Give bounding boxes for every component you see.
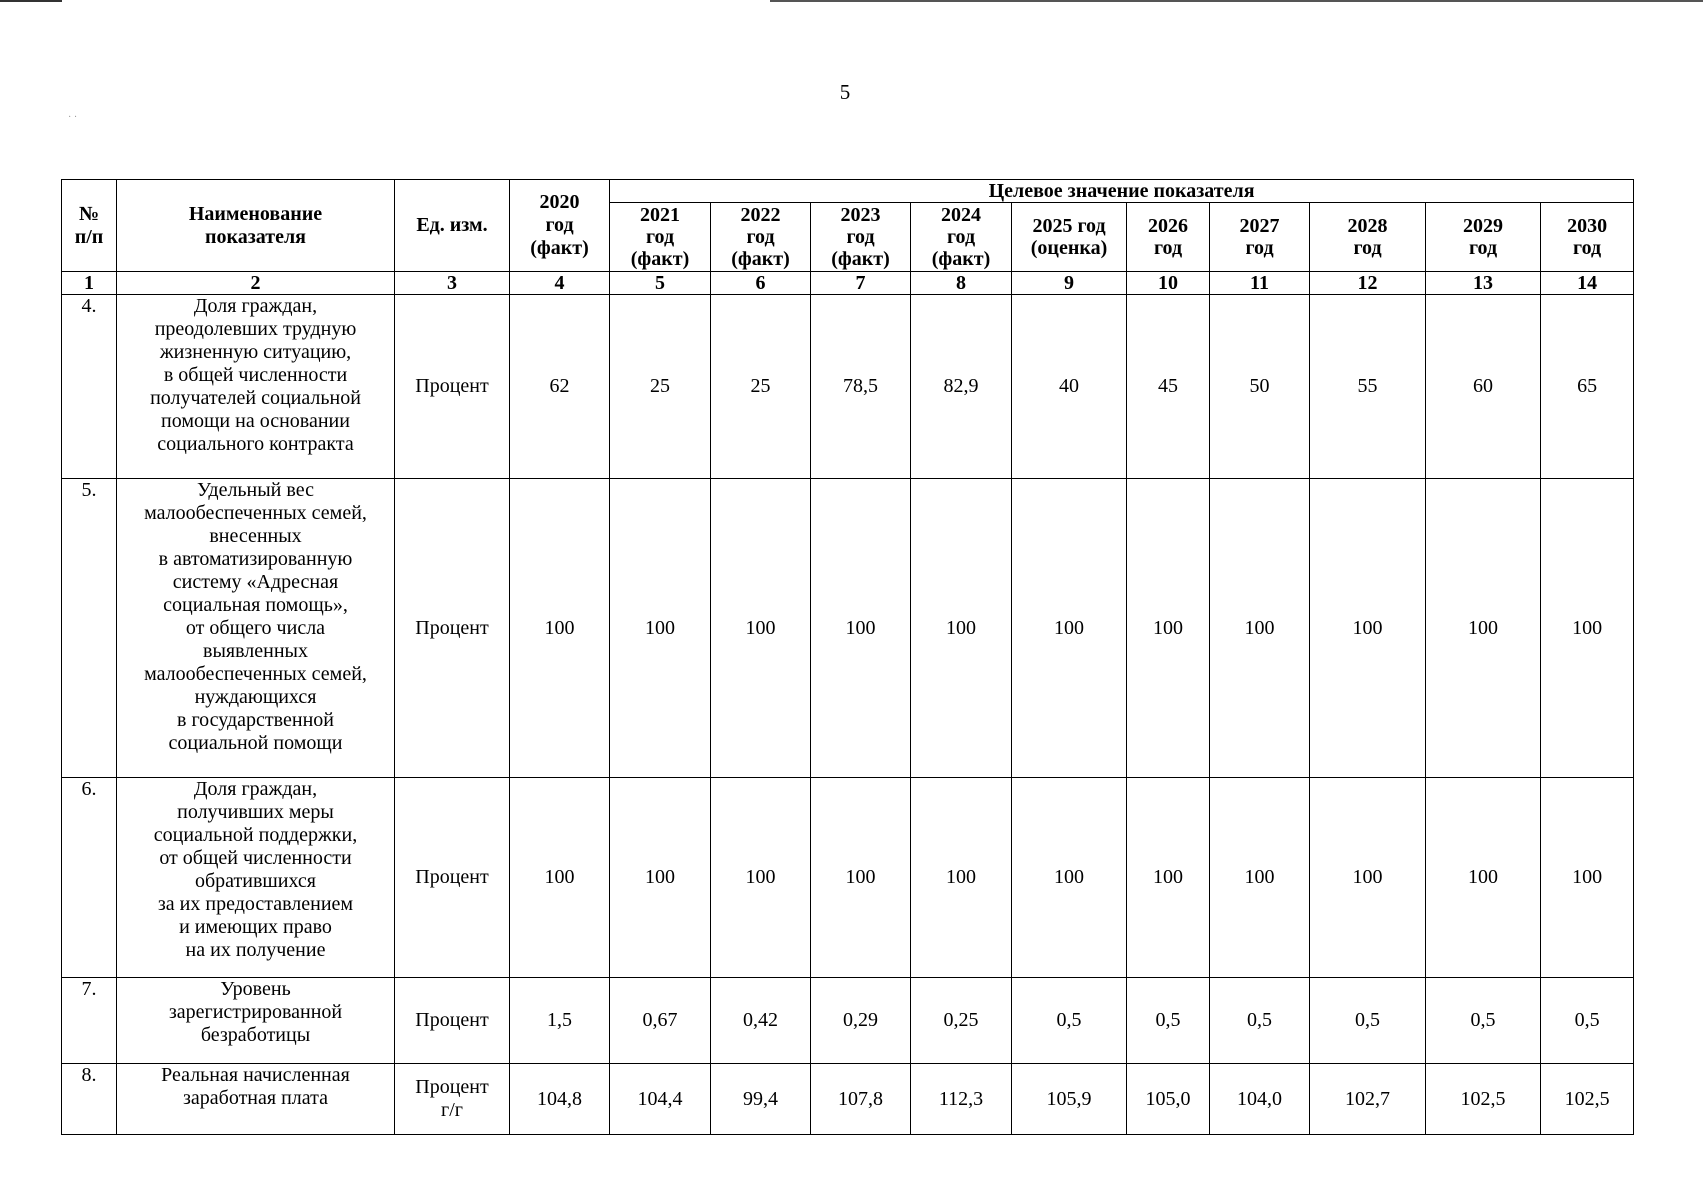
value-cell: 100 [610,778,711,978]
page-number: 5 [839,80,851,104]
column-number: 3 [395,272,510,295]
value-cell: 65 [1541,295,1634,479]
header-year: 2028 год [1310,203,1426,272]
indicator-name: Доля граждан, получивших меры социальной поддержки, от общей численности обратившихся за их предоставлением и имеющих право на их получение [117,778,395,978]
value-cell: 0,5 [1210,978,1310,1064]
value-cell: 50 [1210,295,1310,479]
value-cell: 0,5 [1012,978,1127,1064]
header-base-year: 2020 год (факт) [510,180,610,272]
unit-cell: Процент [395,295,510,479]
value-cell: 0,25 [911,978,1012,1064]
value-cell: 60 [1426,295,1541,479]
column-number: 6 [711,272,811,295]
header-name: Наименование показателя [117,180,395,272]
value-cell: 104,0 [1210,1064,1310,1135]
value-cell: 25 [610,295,711,479]
row-number: 6. [62,778,117,978]
value-cell: 100 [1310,479,1426,778]
row-number: 4. [62,295,117,479]
header-year: 2026 год [1127,203,1210,272]
value-cell: 100 [1012,778,1127,978]
table-row [62,978,1634,1064]
header-year: 2022 год (факт) [711,203,811,272]
header-year: 2024 год (факт) [911,203,1012,272]
value-cell: 0,42 [711,978,811,1064]
value-cell: 100 [811,479,911,778]
value-cell: 45 [1127,295,1210,479]
indicator-name: Уровень зарегистрированной безработицы [117,978,395,1064]
value-cell: 100 [1541,778,1634,978]
header-row-column-numbers [62,272,1634,295]
table-row [62,778,1634,978]
indicators-table [61,179,1634,1135]
header-num: № п/п [62,180,117,272]
value-cell: 100 [1426,778,1541,978]
value-cell: 100 [1127,778,1210,978]
value-cell: 100 [1127,479,1210,778]
column-number: 10 [1127,272,1210,295]
value-cell: 102,5 [1426,1064,1541,1135]
column-number: 7 [811,272,911,295]
column-number: 13 [1426,272,1541,295]
header-year: 2025 год (оценка) [1012,203,1127,272]
value-cell: 112,3 [911,1064,1012,1135]
value-cell: 100 [1210,479,1310,778]
column-number: 12 [1310,272,1426,295]
value-cell: 102,7 [1310,1064,1426,1135]
value-cell: 107,8 [811,1064,911,1135]
unit-cell: Процент [395,978,510,1064]
unit-cell: Процент [395,479,510,778]
table-row [62,479,1634,778]
header-year: 2027 год [1210,203,1310,272]
table-row [62,295,1634,479]
column-number: 9 [1012,272,1127,295]
column-number: 8 [911,272,1012,295]
scan-edge-line-left [0,0,62,2]
column-number: 4 [510,272,610,295]
value-cell: 100 [1210,778,1310,978]
value-cell: 82,9 [911,295,1012,479]
value-cell: 0,5 [1310,978,1426,1064]
value-cell: 100 [510,778,610,978]
value-cell: 0,5 [1541,978,1634,1064]
header-year: 2023 год (факт) [811,203,911,272]
value-cell: 105,9 [1012,1064,1127,1135]
value-cell: 100 [1310,778,1426,978]
value-cell: 100 [811,778,911,978]
row-number: 5. [62,479,117,778]
column-number: 5 [610,272,711,295]
unit-cell: Процент [395,778,510,978]
value-cell: 0,67 [610,978,711,1064]
value-cell: 0,29 [811,978,911,1064]
value-cell: 40 [1012,295,1127,479]
value-cell: 0,5 [1127,978,1210,1064]
value-cell: 0,5 [1426,978,1541,1064]
value-cell: 100 [711,778,811,978]
table-row [62,1064,1634,1135]
row-number: 7. [62,978,117,1064]
column-number: 14 [1541,272,1634,295]
value-cell: 105,0 [1127,1064,1210,1135]
value-cell: 100 [711,479,811,778]
indicator-name: Доля граждан, преодолевших трудную жизненную ситуацию, в общей численности получателей социальной помощи на основании социального контракта [117,295,395,479]
value-cell: 100 [1541,479,1634,778]
header-year: 2029 год [1426,203,1541,272]
header-year: 2030 год [1541,203,1634,272]
unit-cell: Процент г/г [395,1064,510,1135]
header-row-top [62,180,1634,203]
value-cell: 78,5 [811,295,911,479]
column-number: 11 [1210,272,1310,295]
indicator-name: Удельный вес малообеспеченных семей, внесенных в автоматизированную систему «Адресная социальная помощь», от общего числа выявленных малообеспеченных семей, нуждающихся в государственной социальной помощи [117,479,395,778]
value-cell: 1,5 [510,978,610,1064]
value-cell: 100 [1426,479,1541,778]
header-year: 2021 год (факт) [610,203,711,272]
value-cell: 99,4 [711,1064,811,1135]
scan-speck: · · [68,112,78,123]
scan-edge-line-right [770,0,1703,2]
value-cell: 102,5 [1541,1064,1634,1135]
value-cell: 55 [1310,295,1426,479]
header-unit: Ед. изм. [395,180,510,272]
value-cell: 62 [510,295,610,479]
value-cell: 100 [911,479,1012,778]
column-number: 1 [62,272,117,295]
value-cell: 104,4 [610,1064,711,1135]
value-cell: 100 [610,479,711,778]
value-cell: 100 [911,778,1012,978]
value-cell: 100 [1012,479,1127,778]
header-target-group: Целевое значение показателя [610,180,1634,203]
indicator-name: Реальная начисленная заработная плата [117,1064,395,1135]
row-number: 8. [62,1064,117,1135]
value-cell: 100 [510,479,610,778]
value-cell: 25 [711,295,811,479]
column-number: 2 [117,272,395,295]
value-cell: 104,8 [510,1064,610,1135]
